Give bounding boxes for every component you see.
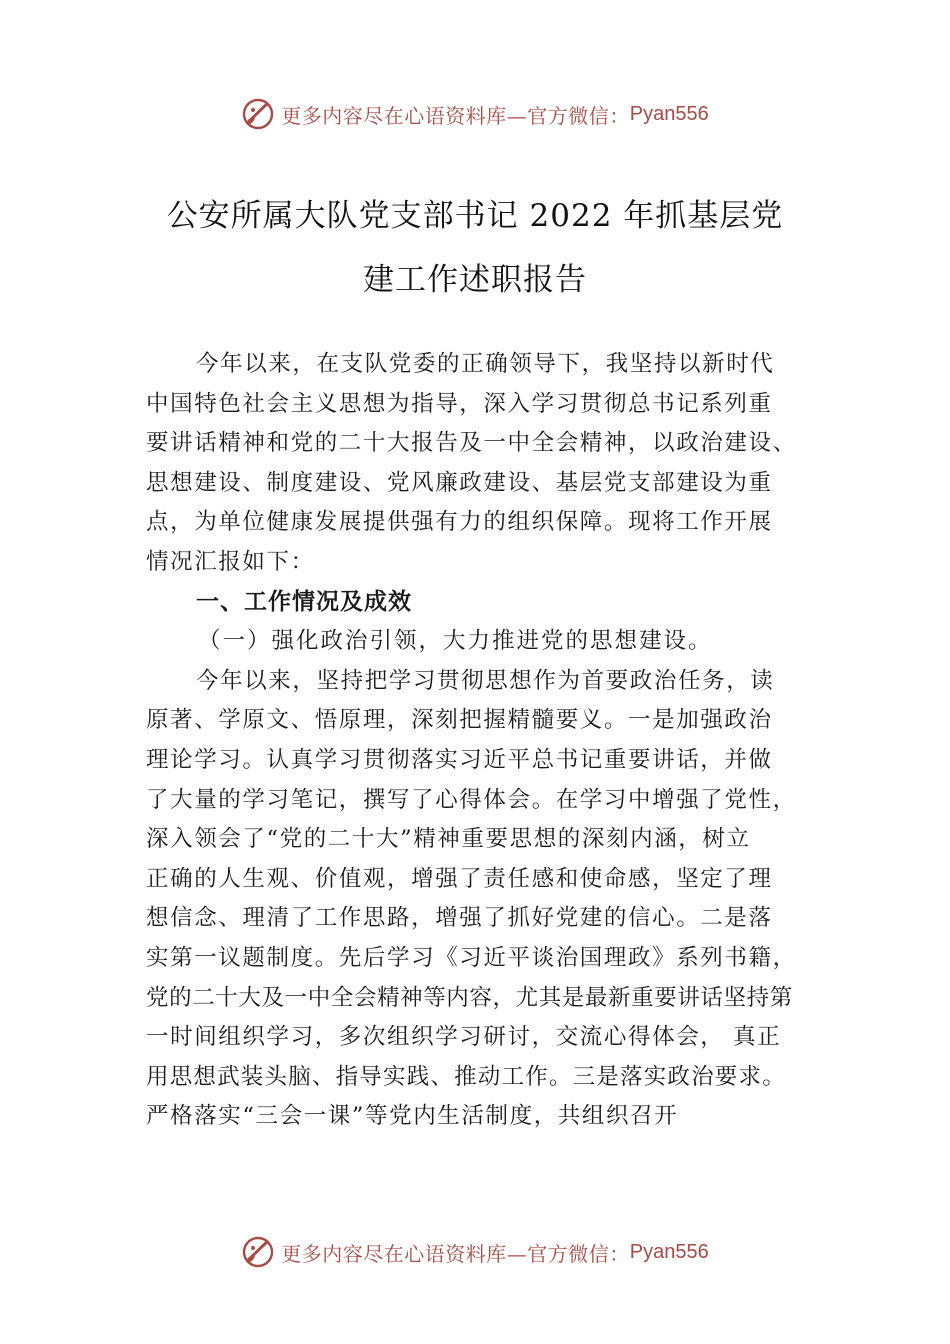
intro-line: 今年以来，在支队党委的正确领导下，我坚持以新时代 (196, 351, 775, 377)
paragraph-line: 深入领会了“党的二十大”精神重要思想的深刻内涵，树立 (146, 826, 751, 853)
brush-logo-icon (241, 97, 275, 131)
title-line: 公安所属大队党支部书记 2022 年抓基层党 (166, 198, 784, 234)
paragraph-line: 理论学习。认真学习贯彻落实习近平总书记重要讲话，并做 (146, 746, 773, 773)
watermark-text: 更多内容尽在心语资料库—官方微信： (281, 103, 630, 128)
intro-line: 中国特色社会主义思想为指导，深入学习贯彻总书记系列重 (146, 390, 773, 417)
paragraph-line: 了大量的学习笔记，撰写了心得体会。在学习中增强了党性， (146, 786, 797, 813)
intro-line: 点，为单位健康发展提供强有力的组织保障。现将工作开展 (146, 509, 773, 536)
subsection-heading: （一）强化政治引领，大力推进党的思想建设。 (198, 628, 713, 655)
paragraph-line: 正确的人生观、价值观，增强了责任感和使命感，坚定了理 (146, 865, 773, 892)
section-heading: 一、工作情况及成效 (196, 588, 412, 615)
paragraph-line: 严格落实“三会一课”等党内生活制度，共组织召开 (146, 1103, 679, 1130)
paragraph-line: 实第一议题制度。先后学习《习近平谈治国理政》系列书籍， (146, 944, 797, 971)
paragraph-line: 想信念、理清了工作思路，增强了抓好党建的信心。二是落 (146, 905, 773, 932)
paragraph-line: 一时间组织学习，多次组织学习研讨，交流心得体会， 真正 (146, 1024, 782, 1051)
watermark-wechat-id: Pyan556 (629, 1240, 709, 1263)
footer-watermark (0, 1232, 950, 1272)
paragraph-line: 党的二十大及一中全会精神等内容，尤其是最新重要讲话坚持第 (146, 984, 793, 1011)
intro-line: 思想建设、制度建设、党风廉政建设、基层党支部建设为重 (146, 469, 773, 496)
paragraph-line: 用思想武装头脑、指导实践、推动工作。三是落实政治要求。 (146, 1063, 786, 1090)
intro-line: 要讲话精神和党的二十大报告及一中全会精神，以政治建设、 (146, 430, 797, 457)
header-watermark (0, 94, 950, 134)
intro-line: 情况汇报如下： (146, 548, 315, 575)
paragraph-line: 今年以来，坚持把学习贯彻思想作为首要政治任务，读 (196, 667, 775, 694)
title-line: 建工作述职报告 (363, 262, 587, 298)
watermark-text: 更多内容尽在心语资料库—官方微信： (281, 1241, 630, 1266)
watermark-wechat-id: Pyan556 (629, 102, 709, 125)
brush-logo-icon (241, 1235, 275, 1269)
paragraph-line: 原著、学原文、悟原理，深刻把握精髓要义。一是加强政治 (146, 707, 773, 734)
document-title (120, 184, 830, 312)
document-body (146, 345, 826, 1137)
